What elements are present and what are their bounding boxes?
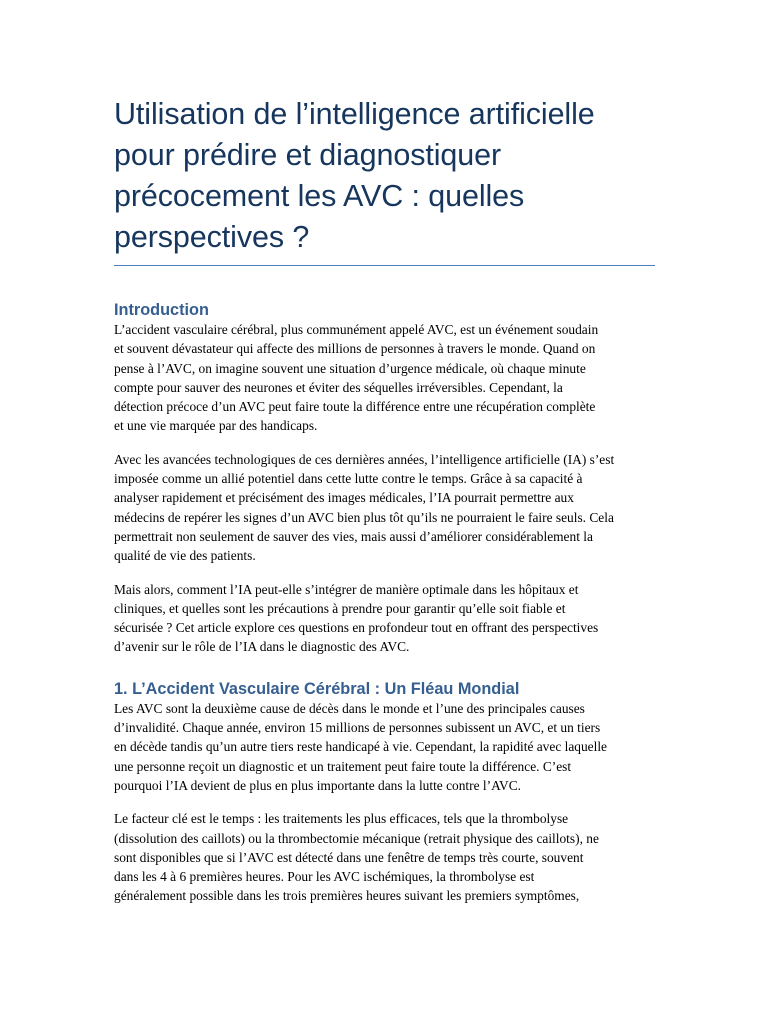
text-line: sécurisée ? Cet article explore ces questions en profondeur tout en offrant des perspectives: [114, 620, 599, 636]
paragraph: [114, 809, 655, 905]
text-line: et souvent dévastateur qui affecte des millions de personnes à travers le monde. Quand on: [114, 341, 596, 357]
paragraph: [114, 699, 655, 795]
text-line: imposée comme un allié potentiel dans cette lutte contre le temps. Grâce à sa capacité à: [114, 471, 583, 487]
text-line: détection précoce d’un AVC peut faire toute la différence entre une récupération complète: [114, 399, 596, 415]
text-line: qualité de vie des patients.: [114, 548, 256, 564]
text-line: (dissolution des caillots) ou la thrombectomie mécanique (retrait physique des caillots), ne: [114, 830, 599, 846]
paragraph: [114, 450, 655, 566]
title-line: pour prédire et diagnostiquer: [114, 138, 502, 172]
text-line: une personne reçoit un diagnostic et un traitement peut faire toute la différence. C’est: [114, 758, 572, 774]
paragraph: [114, 580, 655, 657]
title-line: perspectives ?: [114, 220, 310, 254]
title-line: Utilisation de l’intelligence artificielle: [114, 97, 595, 131]
text-line: pense à l’AVC, on imagine souvent une situation d’urgence médicale, où chaque minute: [114, 360, 586, 376]
text-line: d’avenir sur le rôle de l’IA dans le diagnostic des AVC.: [114, 639, 410, 655]
text-line: et une vie marquée par des handicaps.: [114, 418, 318, 434]
text-line: pourquoi l’IA devient de plus en plus importante dans la lutte contre l’AVC.: [114, 777, 521, 793]
text-line: Les AVC sont la deuxième cause de décès dans le monde et l’une des principales causes: [114, 700, 585, 716]
text-line: analyser rapidement et précisément des images médicales, l’IA pourrait permettre aux: [114, 490, 574, 506]
text-line: dans les 4 à 6 premières heures. Pour les AVC ischémiques, la thrombolyse est: [114, 869, 535, 885]
text-line: d’invalidité. Chaque année, environ 15 millions de personnes subissent un AVC, et un tiers: [114, 720, 601, 736]
title-divider: [114, 265, 655, 266]
text-line: généralement possible dans les trois premières heures suivant les premiers symptômes,: [114, 888, 580, 904]
text-line: médecins de repérer les signes d’un AVC bien plus tôt qu’ils ne pourraient le faire seuls. Cela: [114, 509, 614, 525]
text-line: compte pour sauver des neurones et éviter des séquelles irréversibles. Cependant, la: [114, 379, 563, 395]
text-line: Le facteur clé est le temps : les traitements les plus efficaces, tels que la thrombolyse: [114, 811, 569, 827]
text-line: L’accident vasculaire cérébral, plus communément appelé AVC, est un événement soudain: [114, 322, 599, 337]
text-line: Mais alors, comment l’IA peut-elle s’intégrer de manière optimale dans les hôpitaux et: [114, 581, 579, 597]
text-line: sont disponibles que si l’AVC est détecté dans une fenêtre de temps très courte, souvent: [114, 849, 584, 865]
text-line: en décède tandis qu’un autre tiers reste handicapé à vie. Cependant, la rapidité avec laquelle: [114, 739, 607, 755]
text-line: cliniques, et quelles sont les précautions à prendre pour garantir qu’elle soit fiable et: [114, 600, 566, 616]
document-title: [114, 94, 655, 265]
section-heading-avc-fleau-mondial: 1. L’Accident Vasculaire Cérébral : Un Fléau Mondial: [114, 679, 520, 698]
text-line: permettrait non seulement de sauver des vies, mais aussi d’améliorer considérablement la: [114, 528, 593, 544]
text-line: Avec les avancées technologiques de ces dernières années, l’intelligence artificielle (IA) s’est: [114, 451, 615, 467]
paragraph: [114, 320, 655, 436]
section-heading-introduction: Introduction: [114, 301, 209, 319]
document-page: [114, 94, 655, 920]
title-line: précocement les AVC : quelles: [114, 179, 525, 213]
